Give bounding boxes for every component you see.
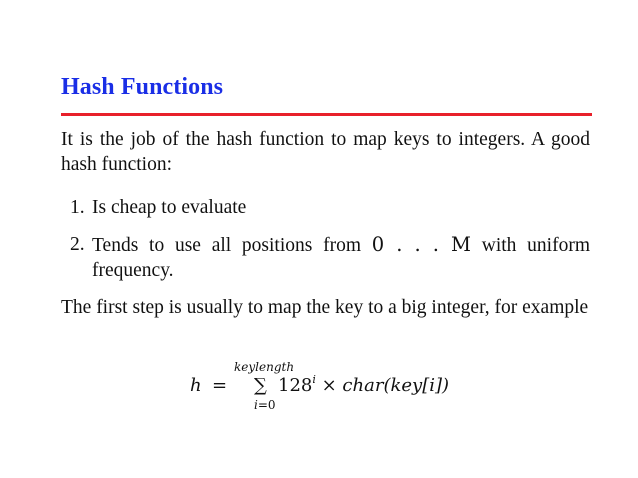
followup-paragraph: The first step is usually to map the key to a big integer, for example [61, 297, 589, 318]
term-arg: (key[i]) [383, 375, 450, 396]
sum-upper-limit: keylength [234, 360, 295, 374]
term-times: × [315, 375, 343, 396]
list-item-text-before: Tends to use all positions from [92, 235, 372, 256]
range-math: 0 . . . M [371, 233, 472, 256]
slide-title: Hash Functions [61, 74, 224, 100]
term-base: 128 [278, 375, 313, 396]
hash-formula [190, 360, 510, 423]
formula-equals: = [212, 375, 228, 396]
sum-lower-limit [254, 398, 276, 412]
numbered-list-item-2 [61, 232, 590, 283]
list-number: 2. [70, 234, 85, 255]
term-exponent: i [312, 373, 316, 386]
intro-paragraph: It is the job of the hash function to map keys to integers. A good hash function: [61, 129, 590, 175]
formula-lhs: h [190, 375, 202, 396]
term-func: char [342, 375, 384, 396]
list-number: 1. [70, 197, 85, 218]
sum-symbol: ∑ [254, 375, 267, 396]
list-item-text-after: with uniform frequency. [92, 235, 590, 281]
title-divider [61, 113, 592, 116]
list-item-text: Is cheap to evaluate [92, 197, 247, 218]
list-item [61, 232, 590, 283]
sum-index-start: =0 [257, 398, 276, 412]
numbered-list-item-1 [61, 195, 590, 220]
list-item [61, 195, 590, 220]
sum-term [278, 375, 449, 396]
sum-index: i [254, 398, 258, 412]
